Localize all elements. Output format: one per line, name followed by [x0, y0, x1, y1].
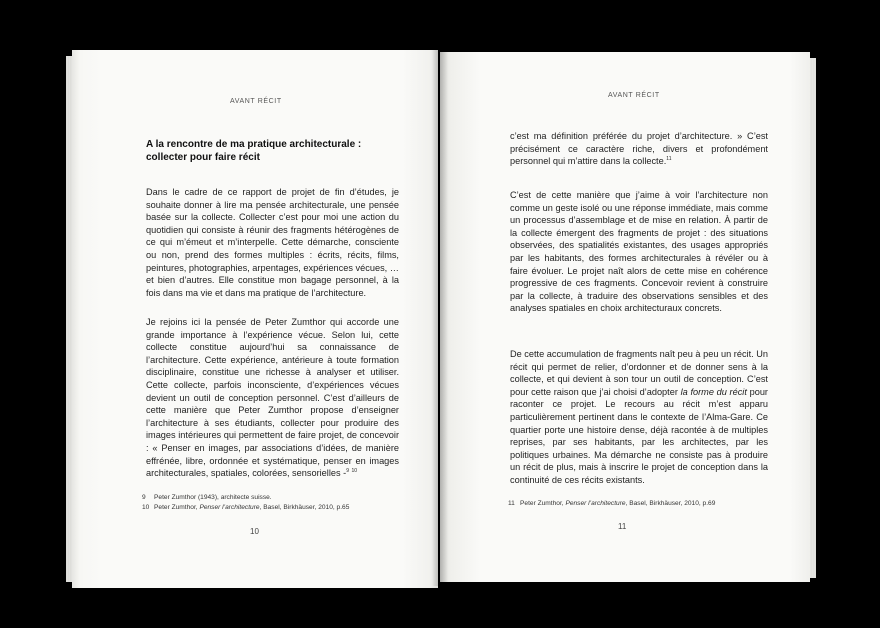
right-paragraph-3: De cette accumulation de fragments naît peu à peu un récit. Un récit qui permet de relier, d’ordonner et de donner sens à la collecte, et qui devient à son tour un outil de conception. C’est pour cette raison que j’ai choisi d’adopter la forme du récit pour raconter ce projet. Le recours au récit m’est apparu particulièrement pertinent dans le contexte de l’Alma-Gare. Ce quartier porte une histoire dense, déjà racontée à de multiples reprises, par ses habitants, par les architectes, par les politiques urbaines. Ma démarche ne consiste pas à produire un récit de plus, mais à inscrire le projet de conception dans la continuité de ces récits existants.: [510, 349, 768, 485]
running-head-left: AVANT RÉCIT: [230, 98, 282, 105]
footnote-11: 11 Peter Zumthor, Penser l’architecture, Basel, Birkhäuser, 2010, p.69: [508, 500, 716, 507]
left-page: [72, 50, 438, 588]
footnotes-right: [508, 499, 788, 509]
right-page-edge: [809, 58, 816, 578]
book-gutter: [432, 50, 448, 586]
footnotes-left: [142, 493, 402, 513]
footnote-ref-10: 10: [351, 468, 358, 475]
left-paragraph-1: Dans le cadre de ce rapport de projet de fin d’études, je souhaite donner à lire ma pensée architecturale, une pensée basée sur la collecte. Collecter c’est pour moi une action du quotidien qui consiste à réunir des fragments hétérogènes de ce qui m’émeut et m’interpelle. Cette démarche, consciente ou non, prend des formes multiples : écrits, récits, films, peintures, photographies, arpentages, expériences vécues, … et bien d’autres. Elle constitue mon bagage personnel, à la fois dans ma vie et dans ma pratique de l’architecture.: [146, 187, 399, 298]
chapter-title: A la rencontre de ma pratique architecturale : collecter pour faire récit: [146, 139, 362, 163]
right-paragraph-1: c’est ma définition préférée du projet d’architecture. » C’est précisément ce caractère riche, divers et profondément personnel qui m’attire dans la collecte.$^{11}$: [510, 131, 768, 167]
right-page: [440, 52, 810, 582]
page-number-left: 10: [250, 527, 259, 536]
footnote-10: 10 Peter Zumthor, Penser l’architecture, Basel, Birkhäuser, 2010, p.65: [142, 504, 350, 511]
footnote-ref-9: 9: [346, 468, 349, 475]
right-paragraph-2: C’est de cette manière que j’aime à voir l’architecture non comme un geste isolé ou une réponse immédiate, mais comme un processus d’assemblage et de mise en relation. À partir de la collecte émergent des fragments de projet : des situations observées, des spatialités existantes, des usages appropriés par les habitants, des formes architecturales à révéler ou à faire évoluer. Le projet naît alors de cette mise en cohérence progressive de ces fragments. Concevoir revient à construire par la collecte, à traduire des observations sensibles et des analyses spatiales en choix architecturaux concrets.: [510, 190, 768, 314]
page-number-right: 11: [618, 522, 627, 531]
left-paragraph-2: Je rejoins ici la pensée de Peter Zumthor qui accorde une grande importance à l’expérience vécue. Selon lui, cette collecte constitue aujourd’hui sa connaissance de l’architecture. Cette expérience, antérieure à toute formation disciplinaire, constitue une richesse à analyser et utiliser. Cette collecte, parfois inconsciente, d’expériences vécues devient un outil de conception personnel. C’est d’ailleurs de cette manière que Peter Zumthor propose d’enseigner l’architecture à ses étudiants, collecter pour produire des images intérieures qui permettent de faire projet, de concevoir : « Penser en images, par associations d’idées, de manière effrénée, libre, ordonnée et systématique, penser en images architecturales, spatiales, colorées, sensorielles -$^9$ $^{10}$: [146, 317, 399, 479]
footnote-9: 9 Peter Zumthor (1943), architecte suisse.: [142, 494, 272, 501]
footnote-ref-11: 11: [666, 156, 672, 163]
running-head-right: AVANT RÉCIT: [608, 92, 660, 99]
